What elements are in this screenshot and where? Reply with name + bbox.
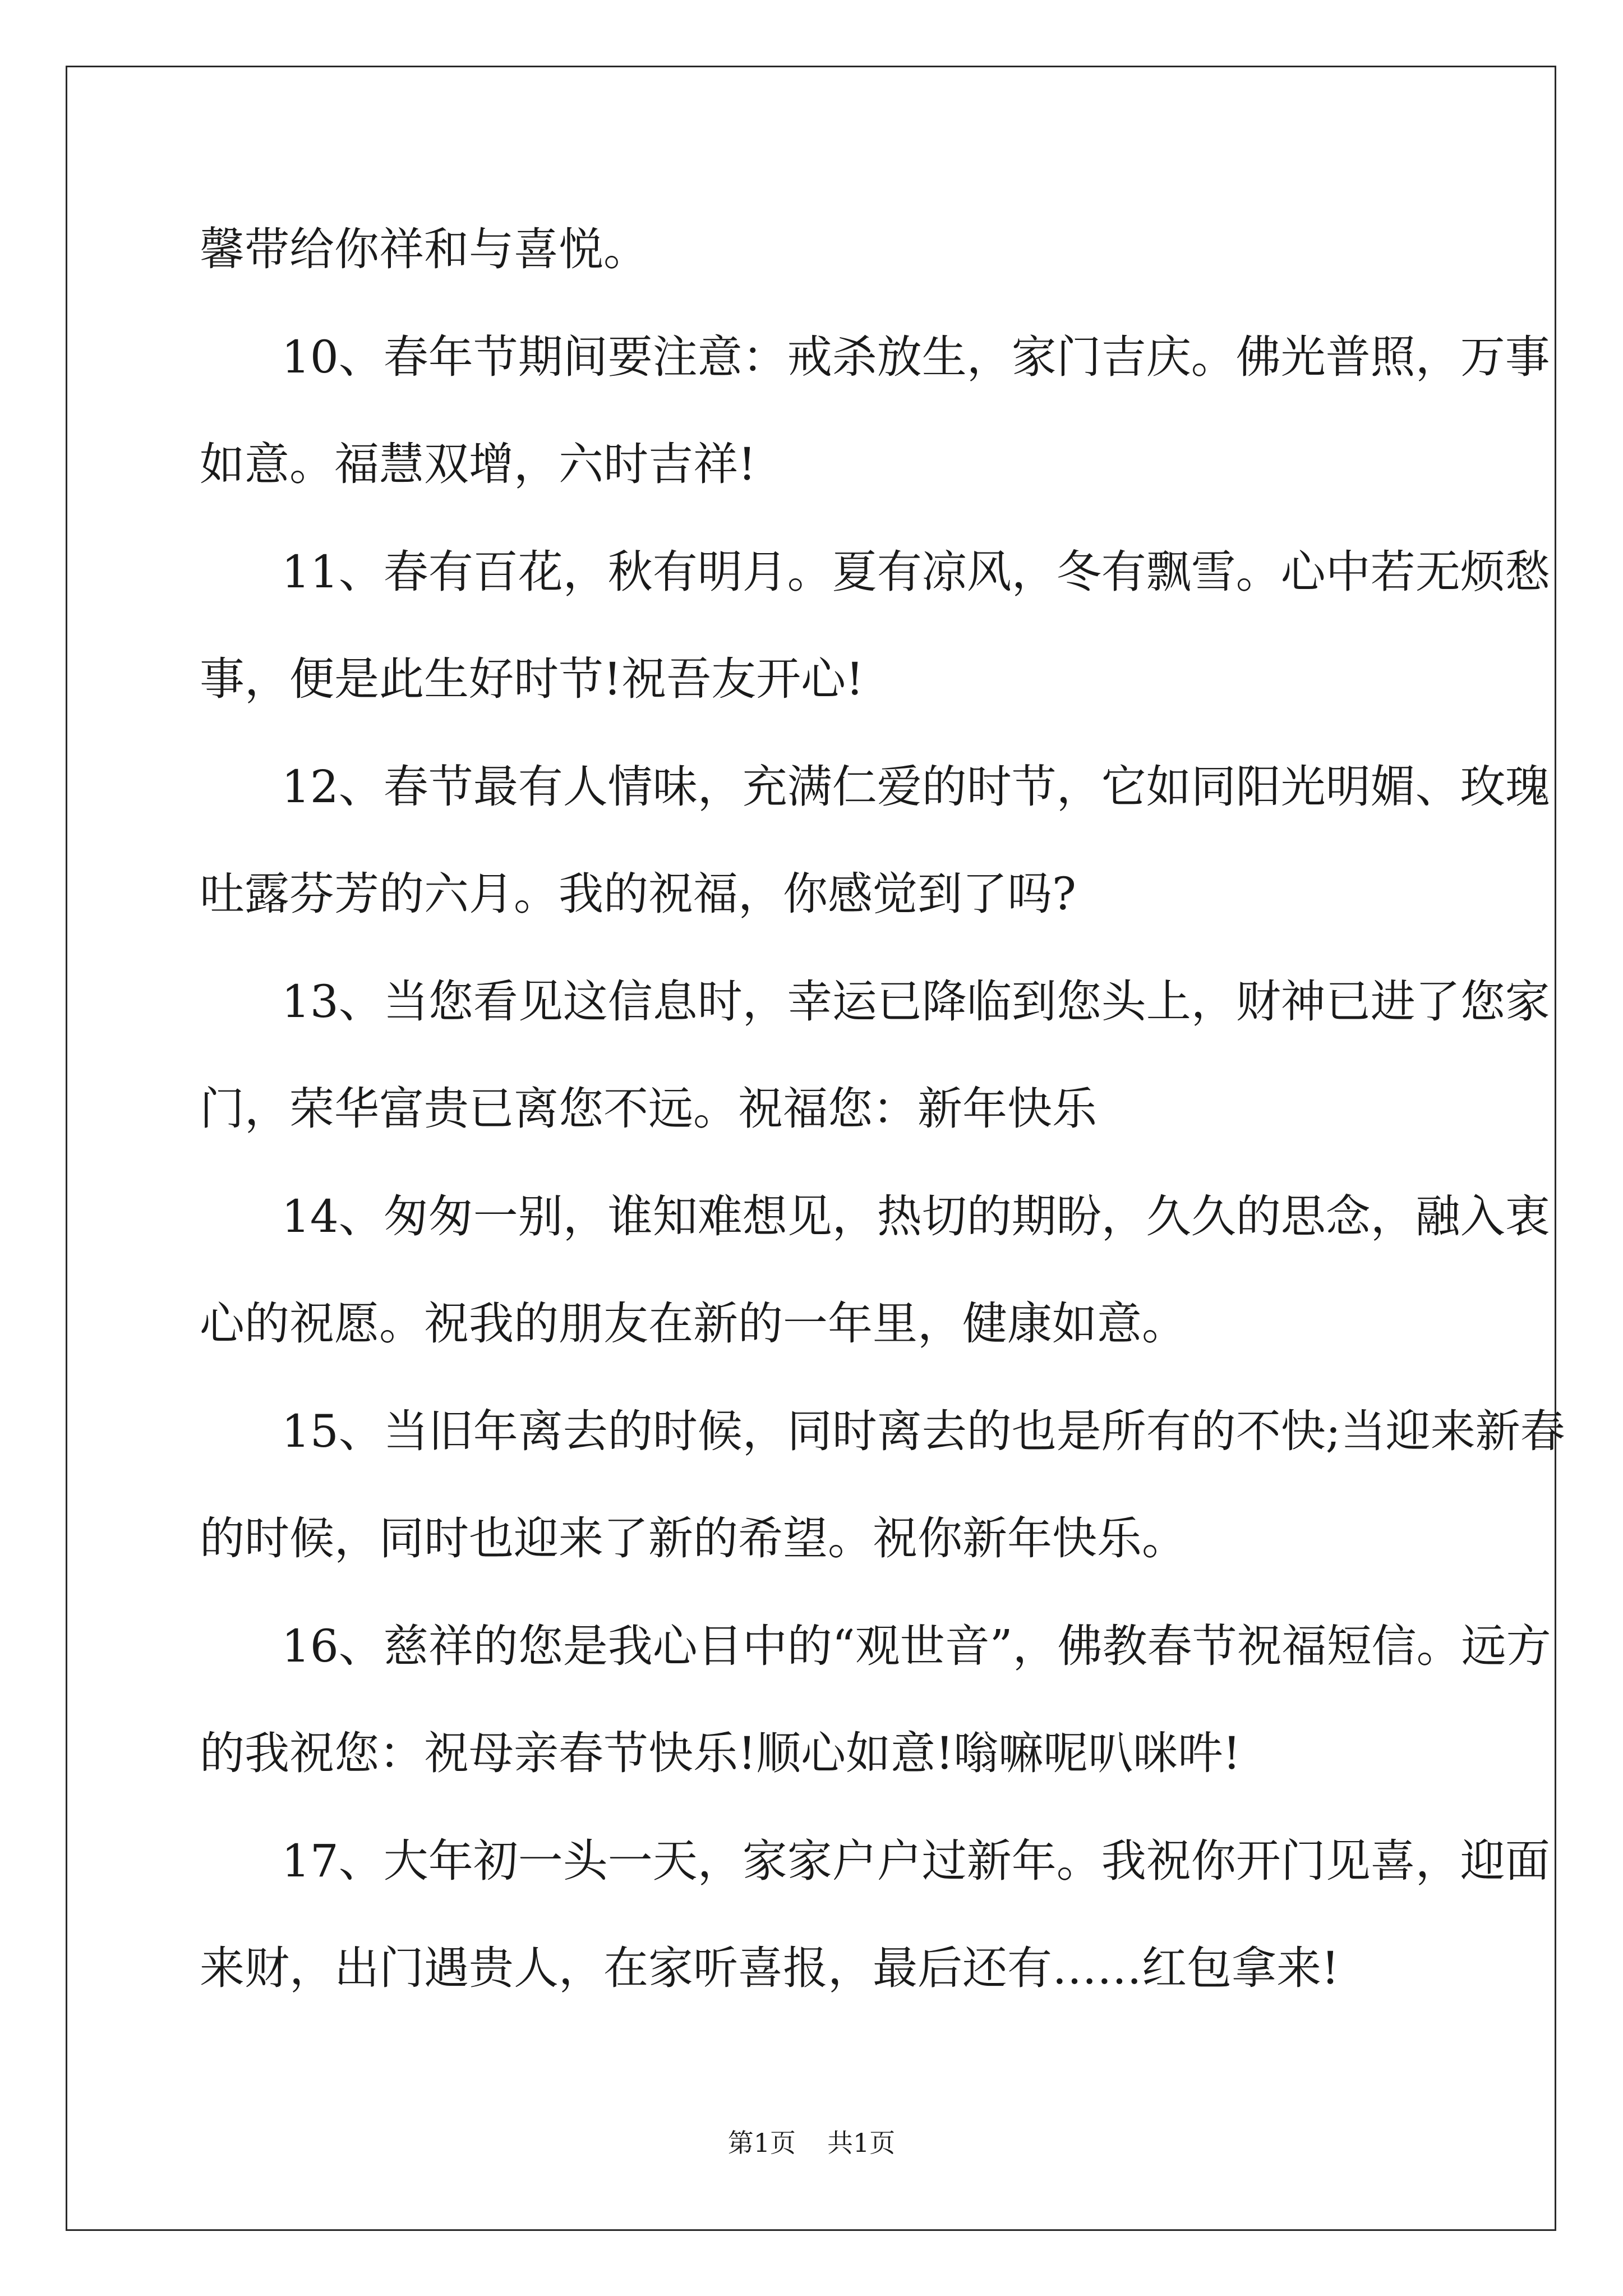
paragraph-17-line-2: 来财，出门遇贵人，在家听喜报，最后还有……红包拿来! [200,1942,1340,1994]
paragraph-13-line-2: 门，荣华富贵已离您不远。祝福您：新年快乐 [200,1083,1097,1135]
page-number-total: 共1页 [827,2128,896,2158]
paragraph-11-line-1: 11、春有百花，秋有明月。夏有凉风，冬有飘雪。心中若无烦愁 [282,546,1550,598]
paragraph-17-line-1: 17、大年初一头一天，家家户户过新年。我祝你开门见喜，迎面 [282,1835,1550,1887]
paragraph-13-line-1: 13、当您看见这信息时，幸运已降临到您头上，财神已进了您家 [282,976,1550,1028]
text-line: 馨带给你祥和与喜悦。 [200,223,648,275]
page-border [66,66,1556,2231]
paragraph-12-line-1: 12、春节最有人情味，充满仁爱的时节，它如同阳光明媚、玫瑰 [282,761,1550,813]
paragraph-12-line-2: 吐露芬芳的六月。我的祝福，你感觉到了吗? [200,868,1076,920]
paragraph-10-line-1: 10、春年节期间要注意：戒杀放生，家门吉庆。佛光普照，万事 [282,331,1550,383]
paragraph-10-line-2: 如意。福慧双增，六时吉祥! [200,438,757,490]
paragraph-16-line-2: 的我祝您：祝母亲春节快乐!顺心如意!嗡嘛呢叭咪吽! [200,1727,1241,1779]
paragraph-14-line-2: 心的祝愿。祝我的朋友在新的一年里，健康如意。 [200,1297,1187,1350]
paragraph-16-line-1: 16、慈祥的您是我心目中的“观世音”，佛教春节祝福短信。远方 [282,1620,1551,1672]
paragraph-11-line-2: 事，便是此生好时节!祝吾友开心! [200,653,864,705]
paragraph-15-line-1: 15、当旧年离去的时候，同时离去的也是所有的不快;当迎来新春 [282,1405,1565,1457]
paragraph-15-line-2: 的时候，同时也迎来了新的希望。祝你新年快乐。 [200,1512,1187,1565]
page-footer [0,2130,1623,2156]
page-number-current: 第1页 [727,2128,796,2158]
paragraph-14-line-1: 14、匆匆一别，谁知难想见，热切的期盼，久久的思念，融入衷 [282,1190,1550,1243]
